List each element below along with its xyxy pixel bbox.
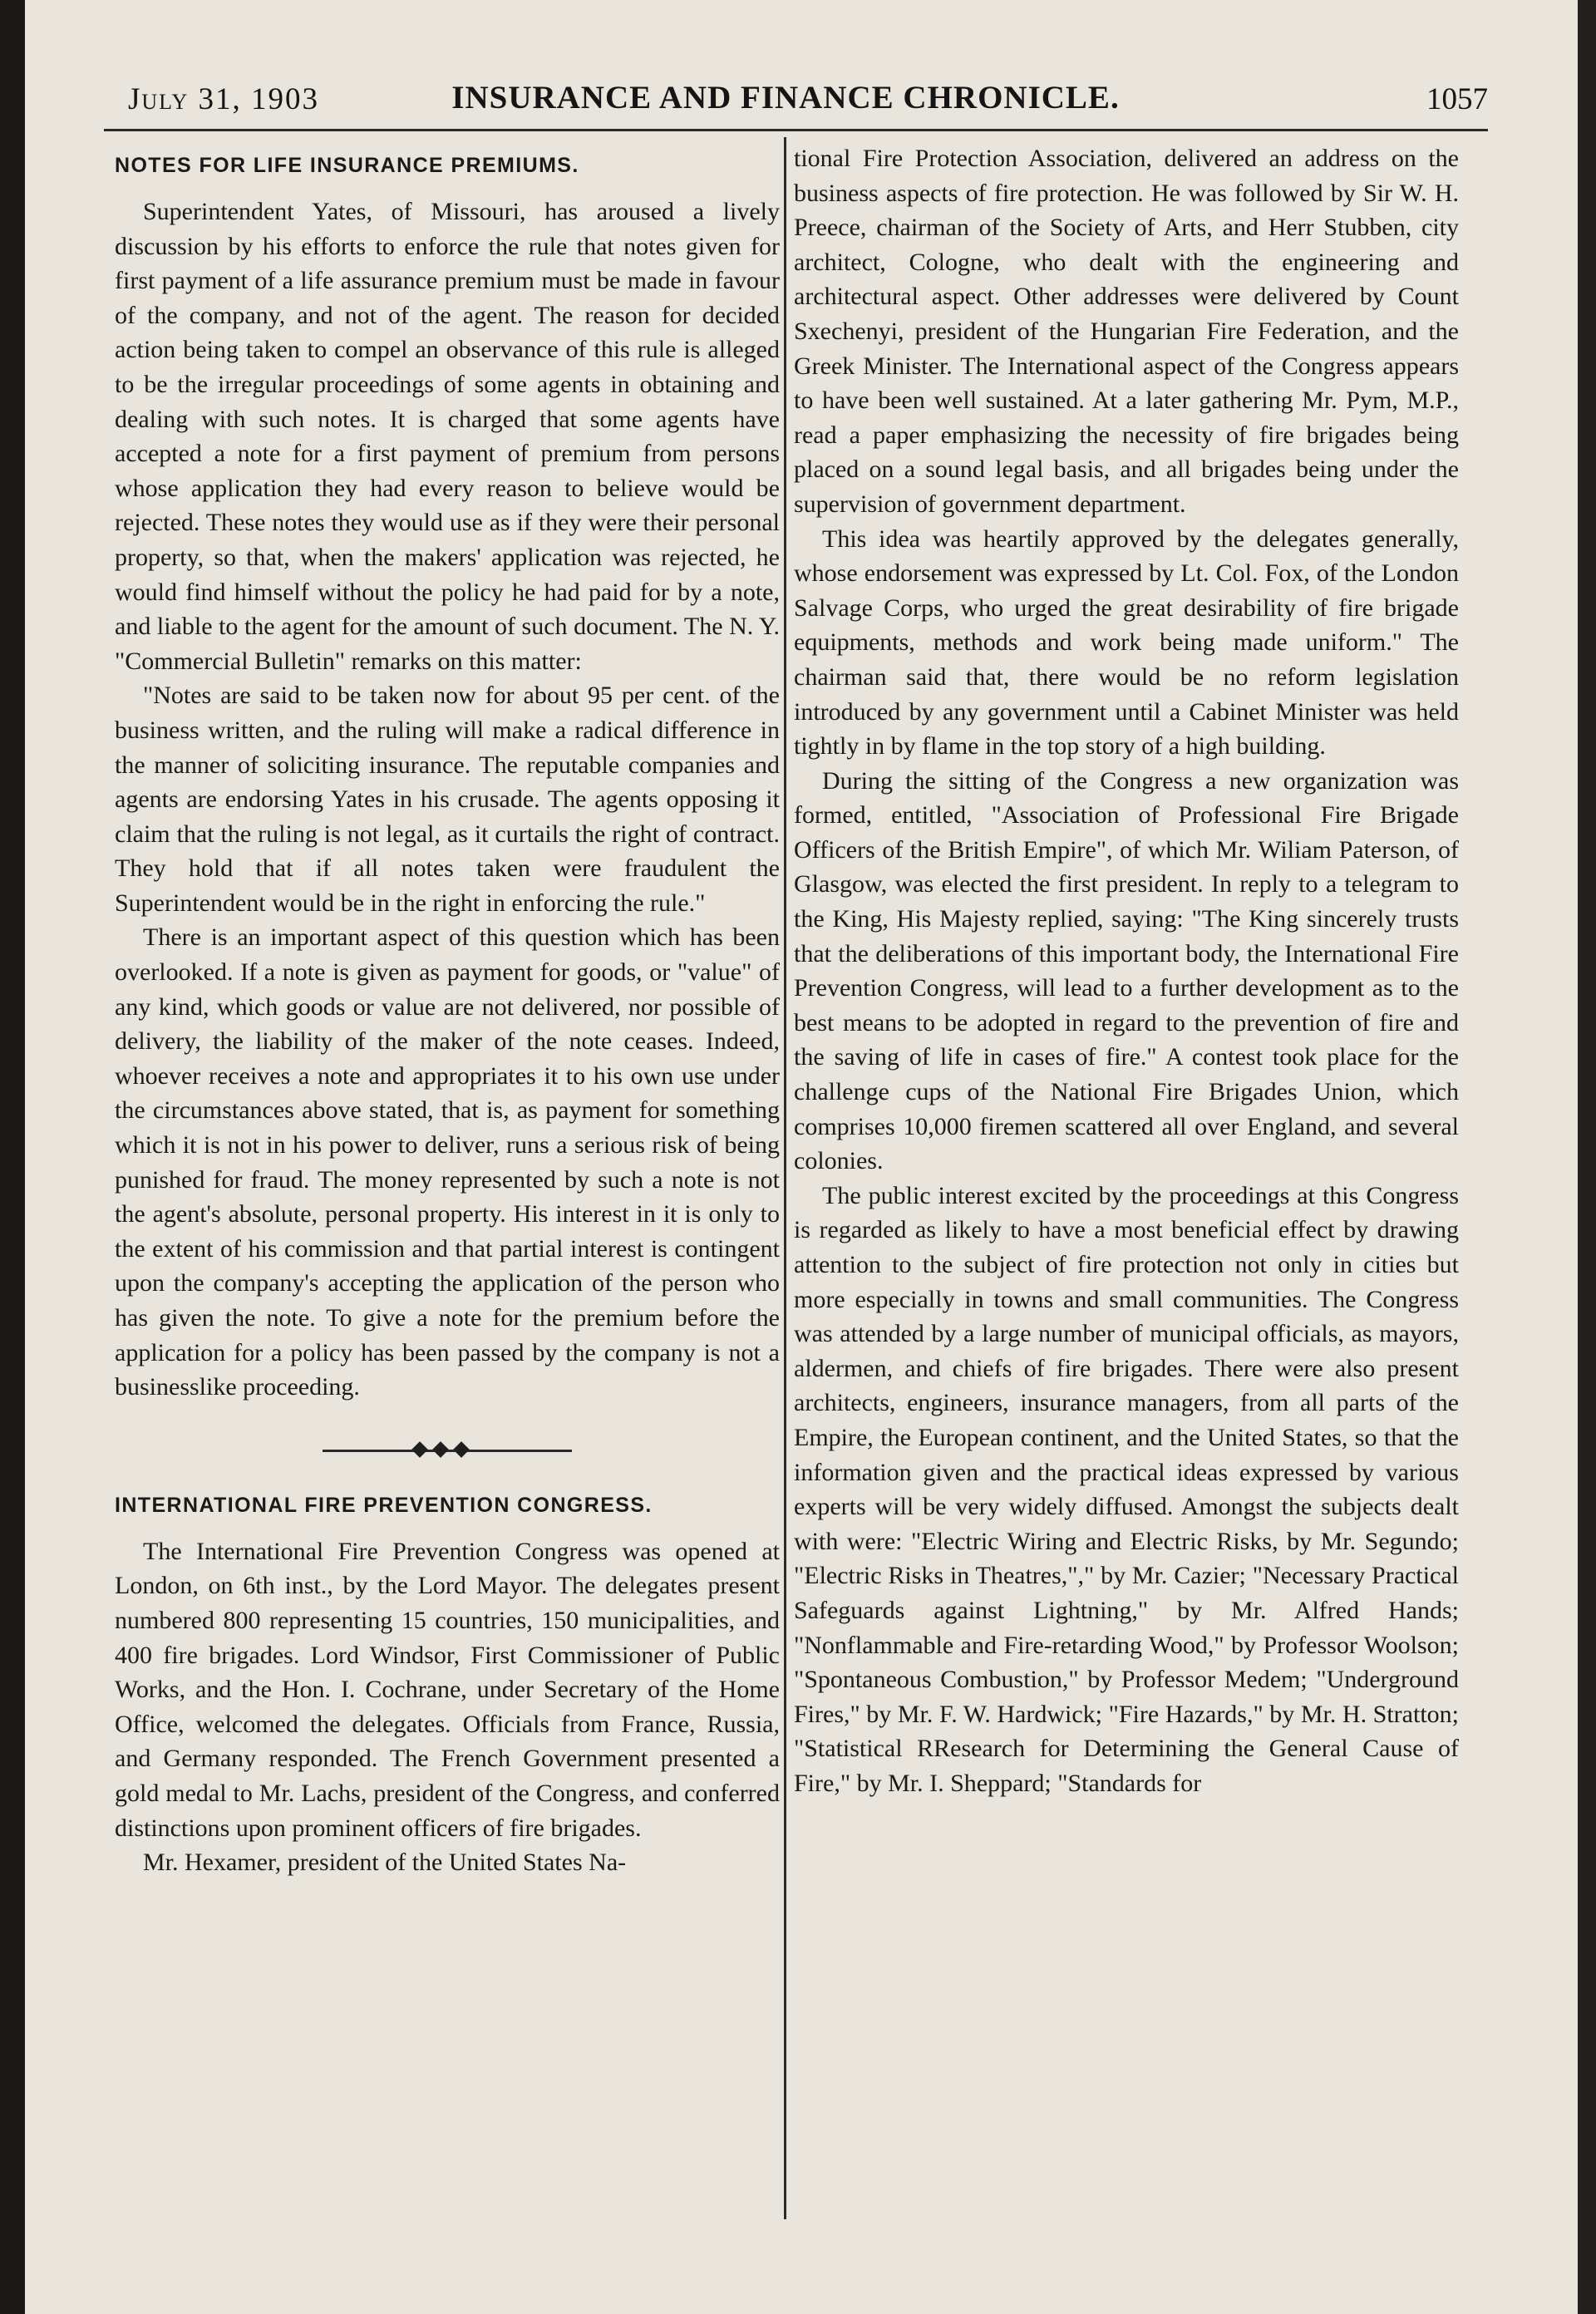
paragraph: During the sitting of the Congress a new organization was formed, entitled, "Association of Professional Fire Brigade Officers of the British Empire", of which Mr. Wiliam Paterson, of Glasgow, was elected the first president. In reply to a telegram to the King, His Majesty replied, saying: "The King sincerely trusts that the deliberations of this important body, the International Fire Prevention Congress, will lead to a further development as to the best means to be adopted in regard to the prevention of fire and the saving of life in cases of fire." A contest took place for the challenge cups of the National Fire Brigades Union, which comprises 10,000 firemen scattered all over England, and several colonies. — [794, 766, 1459, 1175]
header-rule — [104, 129, 1488, 131]
right-column — [794, 141, 1459, 1801]
paragraph: Superintendent Yates, of Missouri, has aroused a lively discussion by his efforts to enforce the rule that notes given for first payment of a life assurance premium must be made in favour of the company, and not of the agent. The reason for decided action being taken to compel an observance of this rule is alleged to be the irregular proceedings of some agents in obtaining and dealing with such notes. It is charged that some agents have accepted a note for a first payment of premium from persons whose application they had every reason to believe would be rejected. These notes they would use as if they were their personal property, so that, when the makers' application was rejected, he would find himself without the policy he had paid for by a note, and liable to the agent for the amount of such document. The N. Y. "Commercial Bulletin" remarks on this matter: — [115, 198, 780, 675]
section-heading-congress: INTERNATIONAL FIRE PREVENTION CONGRESS. — [115, 1493, 653, 1517]
issue-date: July 31, 1903 — [128, 82, 319, 116]
publication-title: INSURANCE AND FINANCE CHRONICLE. — [451, 80, 1120, 116]
section-heading-notes: NOTES FOR LIFE INSURANCE PREMIUMS. — [115, 154, 579, 177]
quote-paragraph: "Notes are said to be taken now for about 95 per cent. of the business written, and the ruling will make a radical difference in the manner of soliciting insurance. The reputable companies and agents are endorsing Yates in his crusade. The agents opposing it claim that the ruling is not legal, as it curtails the right of contract. They hold that if all notes taken were fraudulent the Superintendent would be in the right in enforcing the rule." — [115, 682, 780, 917]
page-header — [83, 75, 1488, 125]
paragraph: The International Fire Prevention Congress was opened at London, on 6th inst., by the Lord Mayor. The delegates present numbered 800 representing 15 countries, 150 municipalities, and 400 fire brigades. Lord Windsor, First Commissioner of Public Works, and the Hon. I. Cochrane, under Secretary of the Home Office, welcomed the delegates. Officials from France, Russia, and Germany responded. The French Government presented a gold medal to Mr. Lachs, president of the Congress, and conferred distinctions upon prominent officers of fire brigades. — [115, 1537, 780, 1842]
page-number: 1057 — [1426, 82, 1488, 116]
section-divider-ornament — [115, 1438, 780, 1463]
left-column — [115, 141, 780, 1880]
paragraph: The public interest excited by the proceedings at this Congress is regarded as likely to have a most beneficial effect by drawing attention to the subject of fire protection not only in cities but more especially in towns and small communities. The Congress was attended by a large number of municipal officials, as mayors, aldermen, and chiefs of fire brigades. There were also present architects, engineers, insurance managers, from all parts of the Empire, the European continent, and the United States, so that the information given and the practical ideas expressed by various experts will be very widely diffused. Amongst the subjects dealt with were: "Electric Wiring and Electric Risks, by Mr. Segundo; "Electric Risks in Theatres,"," by Mr. Cazier; "Necessary Practical Safeguards against Lightning," by Mr. Alfred Hands; "Nonflammable and Fire-retarding Wood," by Professor Woolson; "Spontaneous Combustion," by Professor Medem; "Underground Fires," by Mr. F. W. Hardwick; "Fire Hazards," by Mr. H. Stratton; "Statistical RResearch for Determining the General Cause of Fire," by Mr. I. Sheppard; "Standards for — [794, 1181, 1459, 1797]
paragraph: This idea was heartily approved by the delegates generally, whose endorsement was expressed by Lt. Col. Fox, of the London Salvage Corps, who urged the great desirability of fire brigade equipments, methods and work being made uniform." The chairman said that, there would be no reform legislation introduced by any government until a Cabinet Minister was held tightly in by flame in the top story of a high building. — [794, 524, 1459, 761]
column-divider — [784, 137, 786, 2219]
paragraph: Mr. Hexamer, president of the United States Na- — [143, 1849, 627, 1877]
paragraph: There is an important aspect of this question which has been overlooked. If a note is given as payment for goods, or "value" of any kind, which goods or value are not delivered, nor possible of delivery, the liability of the maker of the note ceases. Indeed, whoever receives a note and appropriates it to his own use under the circumstances above stated, that is, as payment for something which it is not in his power to deliver, runs a serious risk of being punished for fraud. The money represented by such a note is not the agent's absolute, personal property. His interest in it is only to the extent of his commission and that partial interest is contingent upon the company's accepting the application of the person who has given the note. To give a note for the premium before the application for a policy has been passed by the company is not a businesslike proceeding. — [115, 923, 780, 1401]
paragraph: tional Fire Protection Association, delivered an address on the business aspects of fire protection. He was followed by Sir W. H. Preece, chairman of the Society of Arts, and Herr Stubben, city architect, Cologne, who dealt with the engineering and architectural aspect. Other addresses were delivered by Count Sxechenyi, president of the Hungarian Fire Federation, and the Greek Minister. The International aspect of the Congress appears to have been well sustained. At a later gathering Mr. Pym, M.P., read a paper emphasizing the necessity of fire brigades being placed on a sound legal basis, and all brigades being under the supervision of government department. — [794, 145, 1459, 518]
